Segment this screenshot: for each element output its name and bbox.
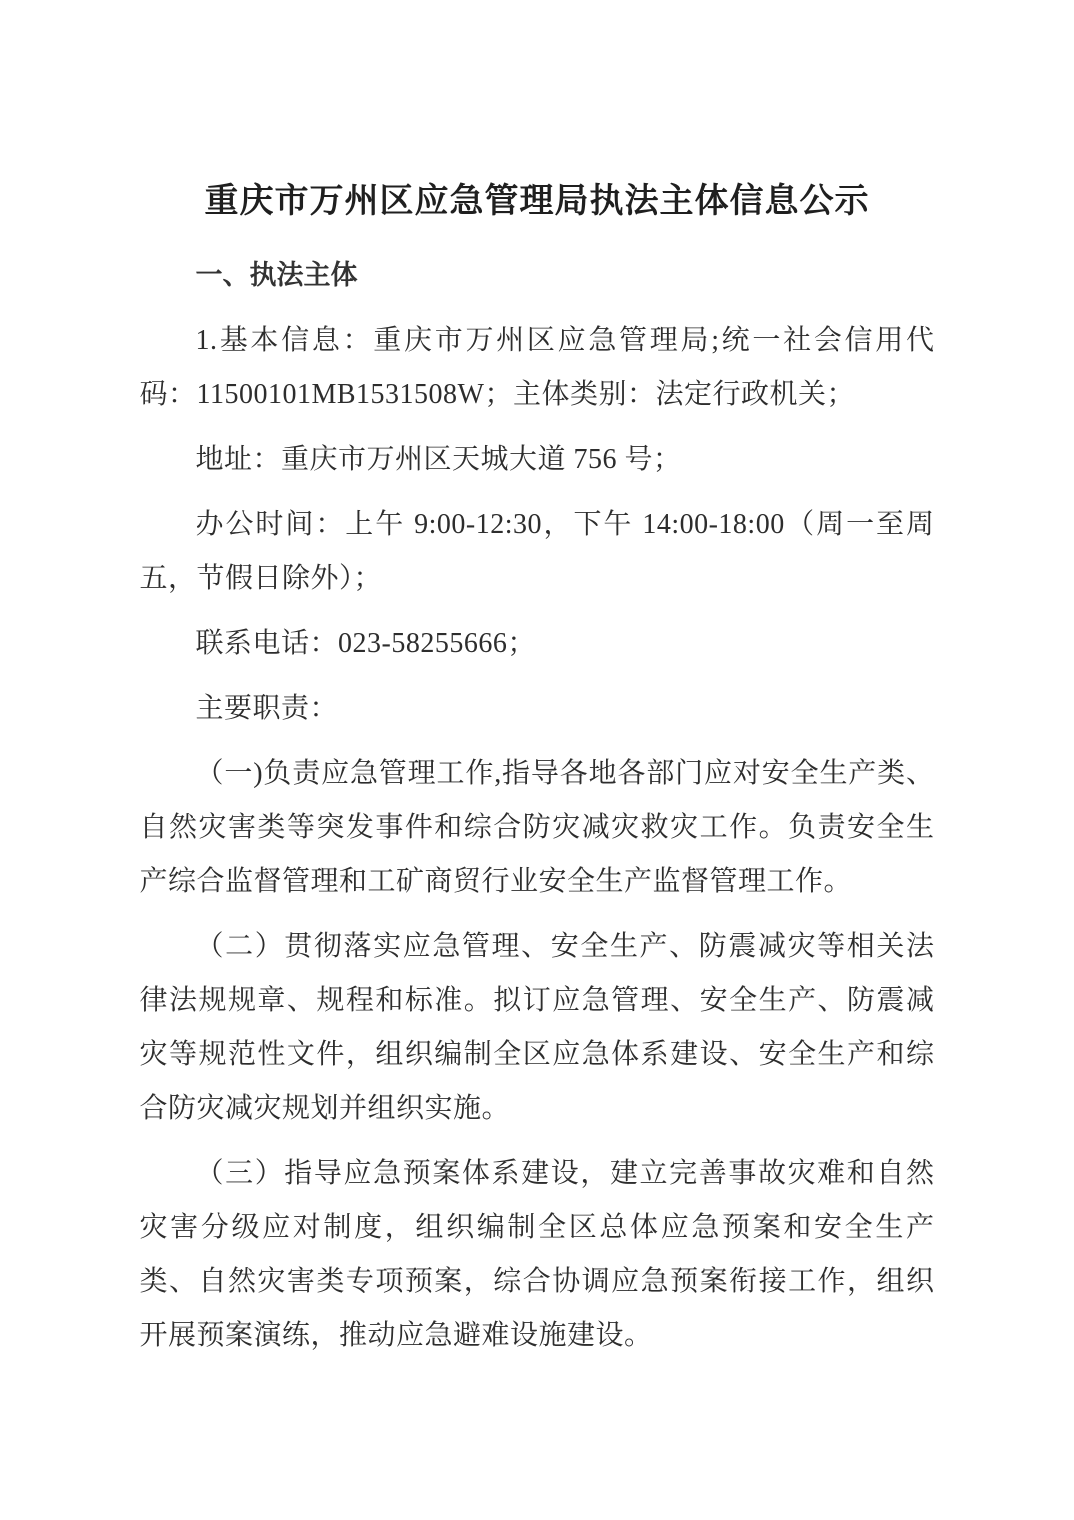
paragraph-duty-3: （三）指导应急预案体系建设，建立完善事故灾难和自然灾害分级应对制度，组织编制全区总体应急预案和安全生产类、自然灾害类专项预案，综合协调应急预案衔接工作，组织开展预案演练，推动应急避难设施建设。 (139, 1158, 935, 1351)
paragraph-office-hours: 办公时间：上午 9:00-12:30，下午 14:00-18:00（周一至周五，节假日除外）； (139, 509, 935, 594)
document-content (140, 0, 935, 1363)
paragraph-duties-label: 主要职责： (195, 693, 339, 724)
page-title: 重庆市万州区应急管理局执法主体信息公示 (204, 183, 870, 220)
paragraph-phone: 联系电话：023-58255666； (195, 628, 536, 659)
paragraph-basic-info: 1.基本信息：重庆市万州区应急管理局;统一社会信用代码：11500101MB1531508W；主体类别：法定行政机关； (139, 325, 935, 410)
paragraph-duty-2: （二）贯彻落实应急管理、安全生产、防震减灾等相关法律法规规章、规程和标准。拟订应急管理、安全生产、防震减灾等规范性文件，组织编制全区应急体系建设、安全生产和综合防灾减灾规划并组织实施。 (139, 931, 935, 1124)
paragraph-address: 地址：重庆市万州区天城大道 756 号； (195, 444, 682, 475)
section-heading-enforcement-subject: 一、执法主体 (195, 260, 358, 290)
paragraph-duty-1: （一)负责应急管理工作,指导各地各部门应对安全生产类、自然灾害类等突发事件和综合防灾减灾救灾工作。负责安全生产综合监督管理和工矿商贸行业安全生产监督管理工作。 (139, 758, 935, 897)
